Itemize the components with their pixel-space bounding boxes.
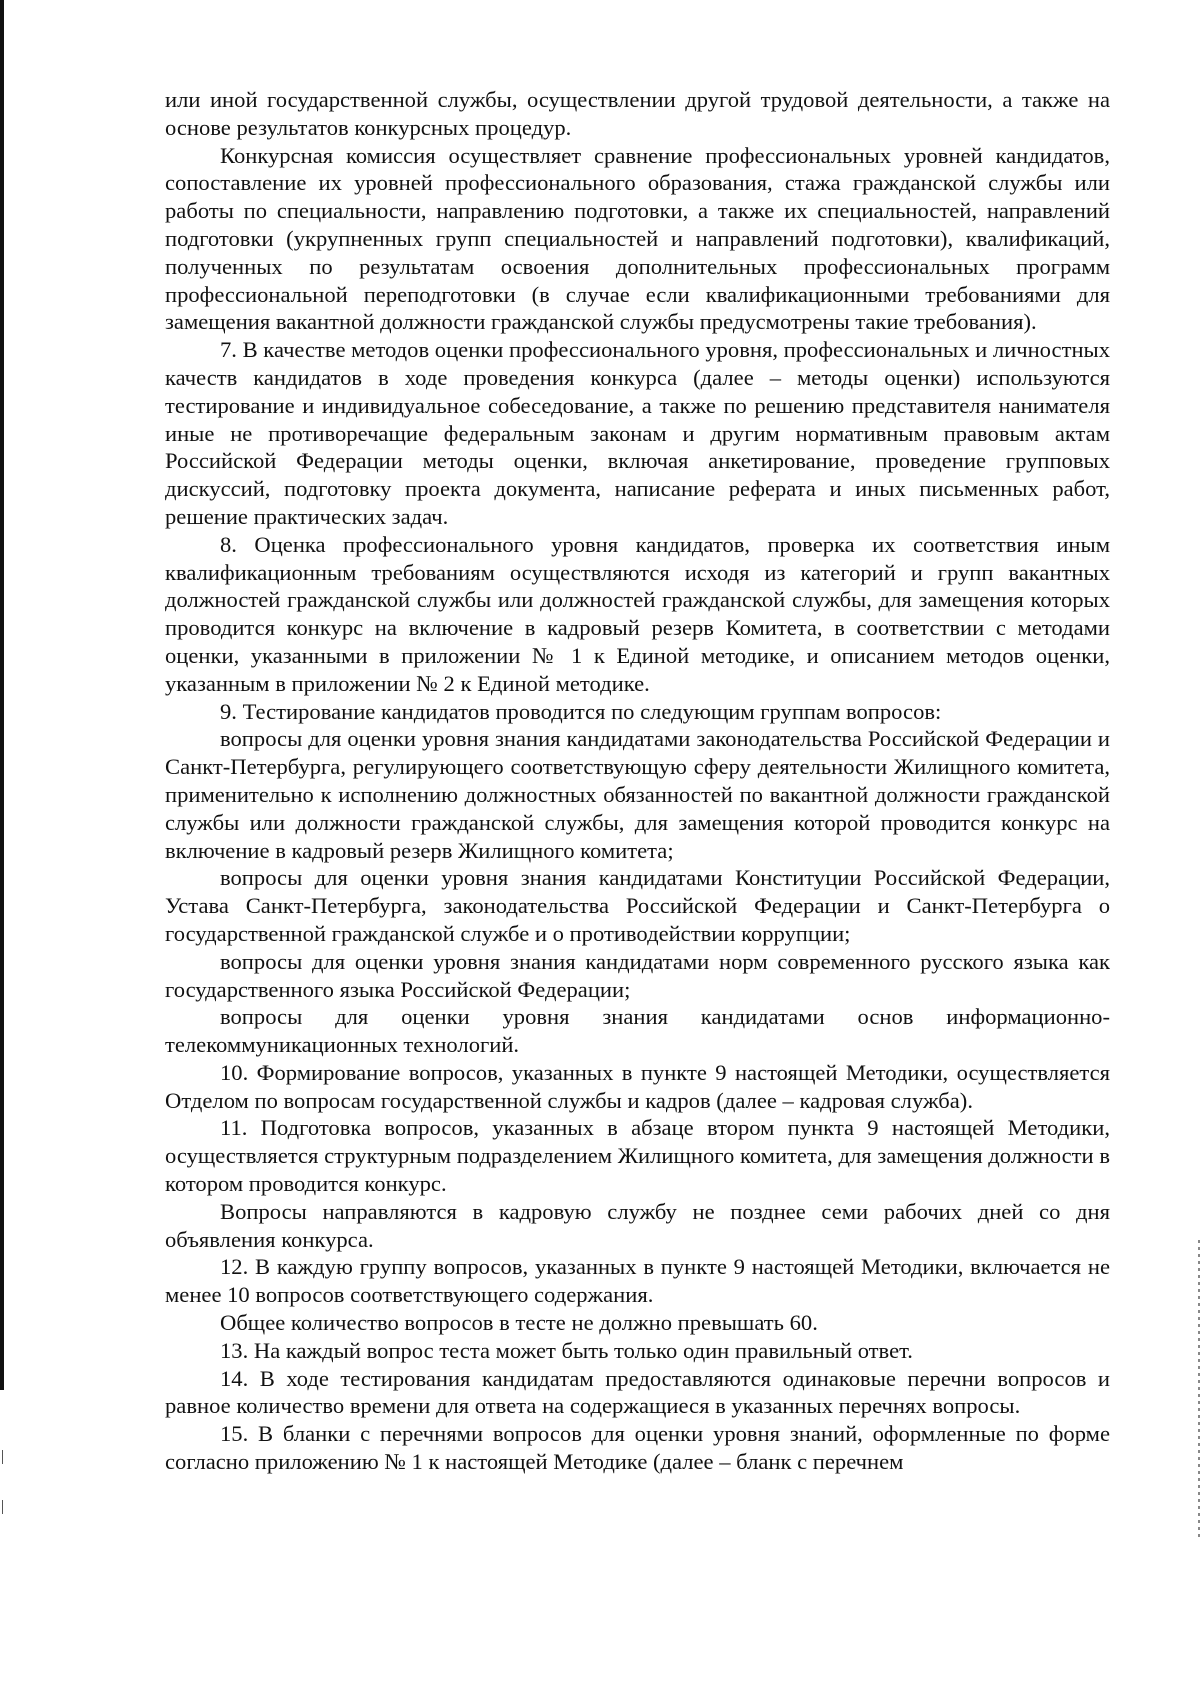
paragraph-questions-russian-language: вопросы для оценки уровня знания кандидатами норм современного русского языка как государственного языка Российской Федерации; bbox=[165, 948, 1110, 1002]
paragraph-item-9: 9. Тестирование кандидатов проводится по следующим группам вопросов: bbox=[220, 698, 942, 724]
scan-mark bbox=[2, 1500, 3, 1514]
paragraph-item-8: 8. Оценка профессионального уровня кандидатов, проверка их соответствия иным квалификационным требованиям осуществляются исходя из категорий и групп вакантных должностей гражданской службы или должностей гражданской службы, для замещения которых проводится конкурс на включение в кадровый резерв Комитета, в соответствии с методами оценки, указанными в приложении № 1 к Единой методике, и описанием методов оценки, указанным в приложении № 2 к Единой методике. bbox=[165, 531, 1110, 696]
paragraph-questions-constitution: вопросы для оценки уровня знания кандидатами Конституции Российской Федерации, Устава Санкт-Петербурга, законодательства Российской Федерации и Санкт-Петербурга о государственной гражданской службе и о противодействии коррупции; bbox=[165, 865, 1110, 946]
scan-edge-left bbox=[0, 0, 4, 1390]
paragraph-questions-legislation: вопросы для оценки уровня знания кандидатами законодательства Российской Федерации и Санкт-Петербурга, регулирующего соответствующую сферу деятельности Жилищного комитета, применительно к исполнению должностных обязанностей по вакантной должности гражданской службы или должности гражданской службы, для замещения которой проводится конкурс на включение в кадровый резерв Жилищного комитета; bbox=[165, 726, 1110, 863]
paragraph-commission-comparison: Конкурсная комиссия осуществляет сравнение профессиональных уровней кандидатов, сопоставление их уровней профессионального образования, стажа гражданской службы или работы по специальности, направлению подготовки, а также их специальностей, направлений подготовки (укрупненных групп специальностей и направлений подготовки), квалификаций, полученных по результатам освоения дополнительных профессиональных программ профессиональной переподготовки (в случае если квалификационными требованиями для замещения вакантной должности гражданской службы предусмотрены такие требования). bbox=[165, 142, 1110, 335]
paragraph-item-11: 11. Подготовка вопросов, указанных в абзаце втором пункта 9 настоящей Методики, осуществляется структурным подразделением Жилищного комитета, для замещения должности в котором проводится конкурс. bbox=[165, 1115, 1110, 1197]
paragraph-item-7: 7. В качестве методов оценки профессионального уровня, профессиональных и личностных качеств кандидатов в ходе проведения конкурса (далее – методы оценки) используются тестирование и индивидуальное собеседование, а также по решению представителя нанимателя иные не противоречащие федеральным законам и другим нормативным правовым актам Российской Федерации методы оценки, включая анкетирование, проведение групповых дискуссий, подготовку проекта документа, написание реферата и иных письменных работ, решение практических задач. bbox=[165, 337, 1111, 529]
paragraph-item-13: 13. На каждый вопрос теста может быть только один правильный ответ. bbox=[220, 1337, 913, 1363]
paragraph-item-15: 15. В бланки с перечнями вопросов для оценки уровня знаний, оформленные по форме согласно приложению № 1 к настоящей Методике (далее – бланк с перечнем bbox=[165, 1421, 1110, 1475]
paragraph-item-10: 10. Формирование вопросов, указанных в пункте 9 настоящей Методики, осуществляется Отделом по вопросам государственной службы и кадров (далее – кадровая служба). bbox=[165, 1059, 1110, 1113]
paragraph-item-14: 14. В ходе тестирования кандидатам предоставляются одинаковые перечни вопросов и равное количество времени для ответа на содержащиеся в указанных перечнях вопросы. bbox=[165, 1365, 1110, 1419]
scan-mark bbox=[2, 1450, 3, 1464]
paragraph-questions-deadline: Вопросы направляются в кадровую службу не позднее семи рабочих дней со дня объявления конкурса. bbox=[165, 1198, 1110, 1252]
paragraph-continuation: или иной государственной службы, осуществлении другой трудовой деятельности, а также на основе результатов конкурсных процедур. bbox=[165, 87, 1110, 140]
paragraph-question-limit: Общее количество вопросов в тесте не должно превышать 60. bbox=[220, 1310, 818, 1336]
paragraph-item-12: 12. В каждую группу вопросов, указанных в пункте 9 настоящей Методики, включается не менее 10 вопросов соответствующего содержания. bbox=[165, 1254, 1110, 1308]
document-body bbox=[165, 86, 1110, 1476]
paragraph-questions-ict: вопросы для оценки уровня знания кандидатами основ информационно-телекоммуникационных технологий. bbox=[165, 1004, 1110, 1058]
